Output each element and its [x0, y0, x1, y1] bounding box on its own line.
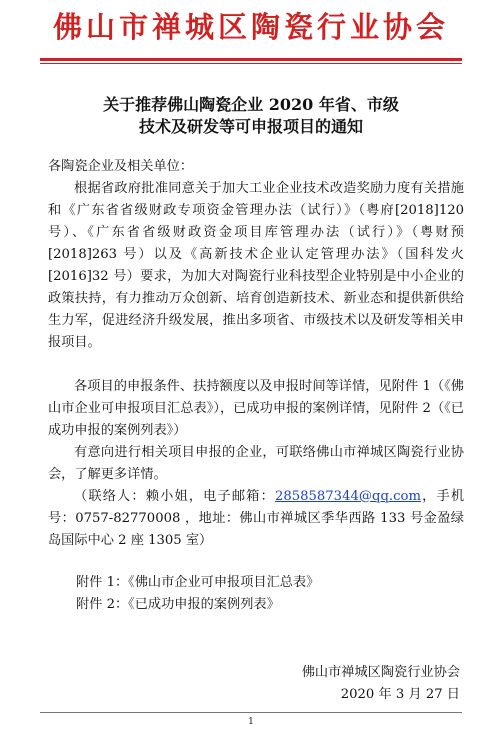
contact-email-link[interactable]: 2858587344@qq.com [274, 489, 421, 504]
contact-prefix: （联络人：赖小姐，电子邮箱： [74, 489, 275, 504]
organization-header: 佛山市禅城区陶瓷行业协会 [52, 10, 449, 44]
contact-suffix: ，手机号：0757-82770008 ，地址：佛山市禅城区季华西路 133 号金盈绿岛国际中心 2 座 1305 室） [48, 489, 465, 548]
attachment-1: 附件 1：《佛山市企业可申报项目汇总表》 [76, 575, 320, 590]
paragraph-policy-basis: 根据省政府批准同意关于加大工业企业技术改造奖励力度有关措施和《广东省省级财政专项资金管理办法（试行）》（粤府[2018]120 号）、《广东省省级财政资金项目库管理办法（试行）》（粤财预[2018]263 号）以及《高新技术企业认定管理办法》（国科发火[2016]32 号）要求，为加大对陶瓷行业科技型企业特别是中小企业的政策扶持，有力推动万众创新、培育创造新技术、新业态和提供新供给生力军，促进经济升级发展，推出多项省、市级技术以及研发等相关申报项目。 [48, 181, 464, 350]
signature-organization: 佛山市禅城区陶瓷行业协会 [301, 665, 460, 680]
attachment-2: 附件 2：《已成功申报的案例列表》 [76, 597, 280, 612]
page-number: 1 [248, 717, 254, 727]
notice-title [0, 94, 502, 138]
paragraph-attachment-details: 各项目的申报条件、扶持额度以及申报时间等详情，见附件 1（《佛山市企业可申报项目汇总表》），已成功申报的案例详情，见附件 2（《已成功申报的案例列表》） [48, 379, 464, 438]
salutation: 各陶瓷企业及相关单位： [48, 159, 194, 174]
signature-date: 2020 年 3 月 27 日 [340, 687, 460, 702]
footer-rule [40, 712, 462, 713]
header-rule-thin [40, 63, 462, 64]
header-rule-thick [40, 58, 462, 61]
paragraph-contact-intro: 有意向进行相关项目申报的企业，可联络佛山市禅城区陶瓷行业协会，了解更多详情。 [48, 445, 464, 482]
notice-title-line-2: 技术及研发等可申报项目的通知 [138, 117, 363, 136]
notice-title-line-1: 关于推荐佛山陶瓷企业 2020 年省、市级 [103, 95, 399, 114]
paragraph-contact-info [48, 486, 464, 552]
